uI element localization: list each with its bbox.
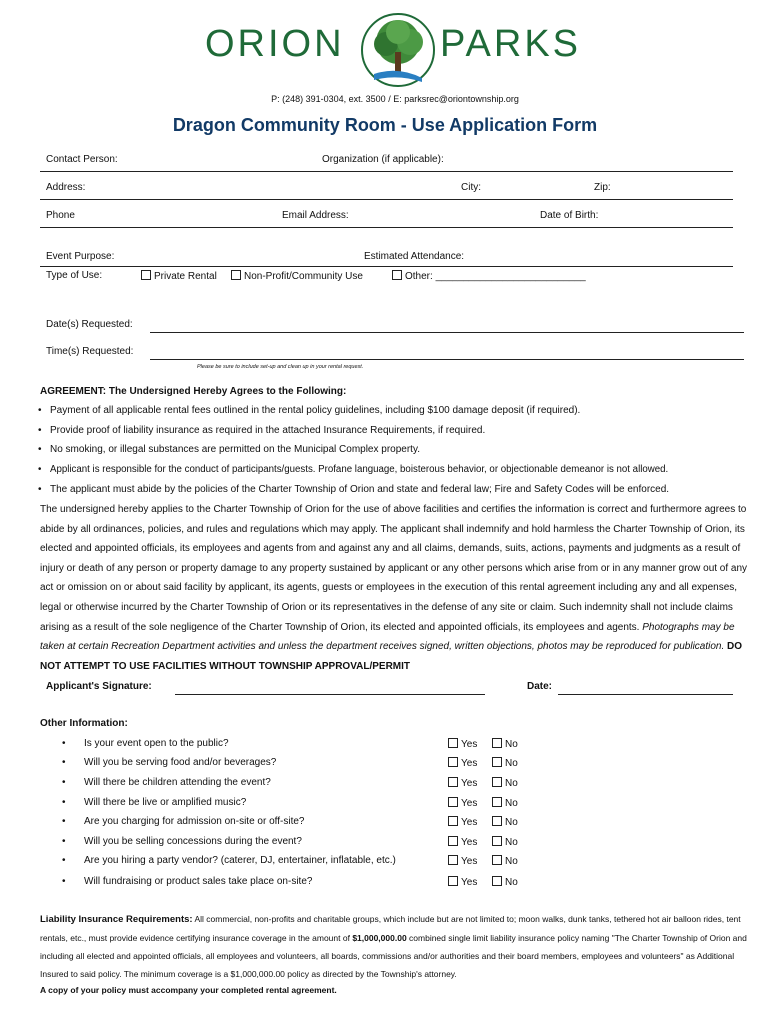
yes-option[interactable]: Yes xyxy=(448,816,477,828)
signature-label: Applicant's Signature: xyxy=(46,681,152,692)
question-row: • Will there be children attending the event? xyxy=(62,777,271,788)
checkbox-icon[interactable] xyxy=(231,270,241,280)
list-item: • The applicant must abide by the policies of the Charter Township of Orion and state and federal law; Fire and Safety Codes will be enforced. xyxy=(38,484,670,495)
zip-label: Zip: xyxy=(594,182,611,193)
list-item: • Payment of all applicable rental fees outlined in the rental policy guidelines, including $100 damage deposit (if required). xyxy=(38,405,581,416)
date-label: Date: xyxy=(527,681,553,692)
no-option[interactable]: No xyxy=(492,876,518,888)
question-row: • Are you charging for admission on-site or off-site? xyxy=(62,816,305,827)
phone-line-field[interactable] xyxy=(40,227,733,228)
question-row: • Is your event open to the public? xyxy=(62,738,229,749)
yes-option[interactable]: Yes xyxy=(448,777,477,789)
attendance-label: Estimated Attendance: xyxy=(364,251,465,262)
list-item: • No smoking, or illegal substances are permitted on the Municipal Complex property. xyxy=(38,444,420,455)
indemnity-paragraph: The undersigned hereby applies to the Charter Township of Orion for the use of above facilities and certifies the information is correct and furthermore agrees to abide by all ordinances, policies, and rules and regulations which may apply. The applicant shall indemnify and hold harmless the Charter Township of Orion, its elected and appointed officials, its employees and agents from and against any and all claims, demands, suits, actions, payments and judgments as a result of injury or death of any person or property damage to any property sustained by applicant or any other persons which arise from or in any manner grow out of any act or omission on or about said facility by applicant, its agents, guests or employees in the execution of this rental agreement including any and all expenses, legal or otherwise incurred by the Charter Township of Orion or its representatives in the defense of any site or claim. Such indemnity shall not include claims arising as a result of the sole negligence of the Charter Township of Orion, its elected and appointed officials, its employees and agents. Photographs may be taken at certain Recreation Department activities and unless the department receives signed, written objections, photos may be reproduced for publication. DO NOT ATTEMPT TO USE FACILITIES WITHOUT TOWNSHIP APPROVAL/PERMIT xyxy=(40,504,748,672)
city-label: City: xyxy=(461,182,481,193)
yes-option[interactable]: Yes xyxy=(448,836,477,848)
checkbox-icon[interactable] xyxy=(141,270,151,280)
dob-label: Date of Birth: xyxy=(540,210,599,221)
dates-requested-field[interactable] xyxy=(150,332,744,333)
yes-option[interactable]: Yes xyxy=(448,757,477,769)
question-row: • Are you hiring a party vendor? (caterer, DJ, entertainer, inflatable, etc.) xyxy=(62,855,396,866)
logo-parks-text: PARKS xyxy=(440,23,582,65)
contact-line: P: (248) 391-0304, ext. 3500 / E: parksrec@oriontownship.org xyxy=(271,94,519,104)
times-requested-label: Time(s) Requested: xyxy=(46,346,134,357)
yes-option[interactable]: Yes xyxy=(448,797,477,809)
checkbox-icon xyxy=(448,757,458,767)
contact-line-field[interactable] xyxy=(40,171,733,172)
no-option[interactable]: No xyxy=(492,777,518,789)
setup-note: Please be sure to include set-up and clean up in your rental request. xyxy=(197,364,364,370)
organization-label: Organization (if applicable): xyxy=(322,154,444,165)
other-option[interactable]: Other: ___________________________ xyxy=(392,270,586,282)
address-line-field[interactable] xyxy=(40,199,733,200)
checkbox-icon xyxy=(448,816,458,826)
list-item: • Provide proof of liability insurance as required in the attached Insurance Requirements, if required. xyxy=(38,425,486,436)
dates-requested-label: Date(s) Requested: xyxy=(46,319,133,330)
checkbox-icon xyxy=(492,738,502,748)
liability-final-note: A copy of your policy must accompany your completed rental agreement. xyxy=(40,985,337,995)
checkbox-icon xyxy=(448,836,458,846)
no-option[interactable]: No xyxy=(492,738,518,750)
event-line-field[interactable] xyxy=(40,266,733,267)
times-requested-field[interactable] xyxy=(150,359,744,360)
no-option[interactable]: No xyxy=(492,836,518,848)
other-info-heading: Other Information: xyxy=(40,718,128,729)
checkbox-icon xyxy=(492,876,502,886)
type-of-use-label: Type of Use: xyxy=(46,270,103,281)
checkbox-icon xyxy=(492,816,502,826)
page-title: Dragon Community Room - Use Application Form xyxy=(172,115,598,135)
question-row: • Will there be live or amplified music? xyxy=(62,797,247,808)
checkbox-icon[interactable] xyxy=(392,270,402,280)
checkbox-icon xyxy=(492,855,502,865)
checkbox-icon xyxy=(492,777,502,787)
logo-orion-text: ORION xyxy=(205,23,345,65)
question-row: • Will you be serving food and/or beverages? xyxy=(62,757,277,768)
no-option[interactable]: No xyxy=(492,855,518,867)
checkbox-icon xyxy=(448,797,458,807)
date-field[interactable] xyxy=(558,694,733,695)
email-label: Email Address: xyxy=(282,210,349,221)
private-rental-option[interactable]: Private Rental xyxy=(141,270,217,282)
yes-option[interactable]: Yes xyxy=(448,738,477,750)
signature-field[interactable] xyxy=(175,694,485,695)
checkbox-icon xyxy=(492,797,502,807)
phone-label: Phone xyxy=(46,210,75,221)
checkbox-icon xyxy=(448,876,458,886)
contact-person-label: Contact Person: xyxy=(46,154,118,165)
checkbox-icon xyxy=(492,757,502,767)
question-row: • Will fundraising or product sales take place on-site? xyxy=(62,876,313,887)
list-item: • Applicant is responsible for the conduct of participants/guests. Profane language, boisterous behavior, or objectionable demeanor is not allowed. xyxy=(38,464,669,475)
checkbox-icon xyxy=(448,855,458,865)
tree-logo-icon xyxy=(360,12,436,88)
yes-option[interactable]: Yes xyxy=(448,855,477,867)
agreement-heading: AGREEMENT: The Undersigned Hereby Agrees to the Following: xyxy=(40,386,347,397)
no-option[interactable]: No xyxy=(492,816,518,828)
checkbox-icon xyxy=(448,777,458,787)
no-option[interactable]: No xyxy=(492,797,518,809)
checkbox-icon xyxy=(448,738,458,748)
event-purpose-label: Event Purpose: xyxy=(46,251,115,262)
nonprofit-option[interactable]: Non-Profit/Community Use xyxy=(231,270,363,282)
yes-option[interactable]: Yes xyxy=(448,876,477,888)
question-row: • Will you be selling concessions during the event? xyxy=(62,836,302,847)
checkbox-icon xyxy=(492,836,502,846)
address-label: Address: xyxy=(46,182,86,193)
no-option[interactable]: No xyxy=(492,757,518,769)
liability-paragraph: Liability Insurance Requirements: All commercial, non-profits and charitable groups, which include but are not limited to; moon walks, dunk tanks, tethered hot air balloon rides, tent rentals, etc., must provide evidence certifying insurance coverage in the amount of $1,000,000.00 combined single limit liability insurance policy naming "The Charter Township of Orion and including all elected and appointed officials, all employees and volunteers, all boards, commissions and/or authorities and their board members, employees and volunteers" as Additional Insured to said policy. The minimum coverage is a $1,000,000.00 policy as directed by the Township's attorney. xyxy=(40,914,747,979)
